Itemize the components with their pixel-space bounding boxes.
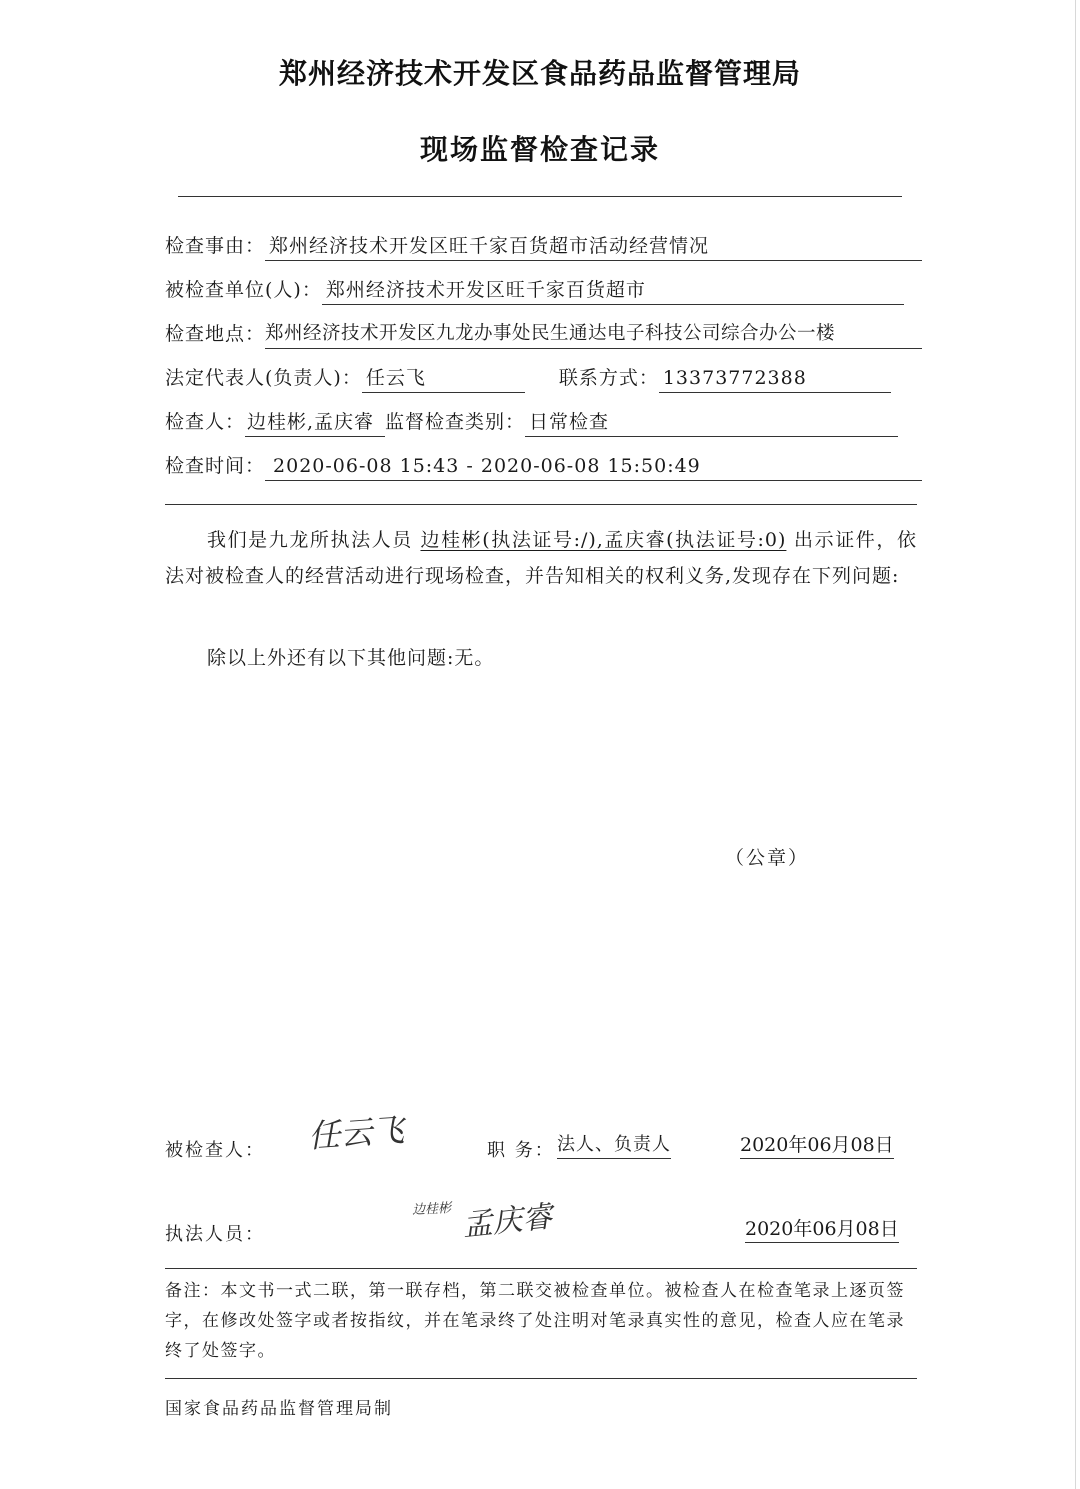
page-edge bbox=[1075, 0, 1076, 1489]
officer-signature-2: 孟庆睿 bbox=[460, 1199, 554, 1244]
row-inspected-unit bbox=[165, 275, 917, 305]
seal-placeholder: （公章） bbox=[725, 847, 810, 869]
inspection-time-value: 2020-06-08 15:43 - 2020-06-08 15:50:49 bbox=[265, 452, 922, 481]
officer-date: 2020年06月08日 bbox=[745, 1216, 899, 1243]
inspection-location-label: 检查地点： bbox=[165, 323, 266, 345]
inspection-location-value: 郑州经济技术开发区九龙办事处民生通达电子科技公司综合办公一楼 bbox=[265, 320, 922, 349]
statement-paragraph bbox=[165, 522, 917, 594]
inspected-unit-value: 郑州经济技术开发区旺千家百货超市 bbox=[322, 276, 904, 305]
contact-label: 联系方式： bbox=[558, 367, 659, 389]
contact-value: 13373772388 bbox=[659, 364, 891, 393]
other-issues-paragraph: 除以上外还有以下其他问题:无。 bbox=[207, 647, 495, 669]
note-top-divider bbox=[165, 1268, 917, 1269]
inspectors-label: 检查人： bbox=[165, 411, 246, 433]
legal-rep-label: 法定代表人(负责人)： bbox=[165, 367, 362, 389]
remarks-note: 备注：本文书一式二联，第一联存档，第二联交被检查单位。被检查人在检查笔录上逐页签字，在修改处签字或者按指纹，并在笔录终了处注明对笔录真实性的意见，检查人应在笔录终了处签字。 bbox=[165, 1281, 905, 1361]
inspected-party-signature: 任云飞 bbox=[306, 1110, 406, 1156]
category-label: 监督检查类别： bbox=[385, 411, 526, 433]
officer-signature-1: 边桂彬 bbox=[411, 1200, 452, 1219]
officer-label: 执法人员： bbox=[165, 1224, 265, 1245]
row-inspection-reason bbox=[165, 231, 917, 261]
header-divider bbox=[178, 196, 902, 197]
statement-prefix: 我们是九龙所执法人员 bbox=[207, 529, 413, 551]
category-value: 日常检查 bbox=[525, 408, 898, 437]
issuer-footer: 国家食品药品监督管理局制 bbox=[165, 1399, 393, 1419]
statement-officers: 边桂彬(执法证号:/),孟庆睿(执法证号:0) bbox=[420, 529, 787, 551]
inspected-party-date: 2020年06月08日 bbox=[740, 1132, 894, 1159]
inspected-unit-label: 被检查单位(人)： bbox=[165, 279, 322, 301]
note-bottom-divider bbox=[165, 1378, 917, 1379]
inspectors-value: 边桂彬,孟庆睿 bbox=[245, 408, 385, 437]
row-inspection-time bbox=[165, 451, 917, 481]
inspection-time-label: 检查时间： bbox=[165, 455, 266, 477]
duty-label: 职 务： bbox=[487, 1140, 555, 1161]
row-inspectors bbox=[165, 407, 917, 437]
org-title: 郑州经济技术开发区食品药品监督管理局 bbox=[278, 57, 801, 90]
row-legal-rep bbox=[165, 363, 917, 393]
document-title: 现场监督检查记录 bbox=[419, 133, 660, 166]
duty-value: 法人、负责人 bbox=[557, 1132, 671, 1159]
fields-divider bbox=[165, 504, 917, 505]
row-inspection-location bbox=[165, 319, 917, 349]
inspection-reason-value: 郑州经济技术开发区旺千家百货超市活动经营情况 bbox=[265, 232, 922, 261]
legal-rep-value: 任云飞 bbox=[362, 364, 525, 393]
statement-suffix: 出示证件，依法对被检查人的经营活动进行现场检查，并告知相关的权利义务,发现存在下列问题: bbox=[165, 529, 917, 587]
inspected-party-label: 被检查人： bbox=[165, 1140, 265, 1161]
inspection-reason-label: 检查事由： bbox=[165, 235, 266, 257]
